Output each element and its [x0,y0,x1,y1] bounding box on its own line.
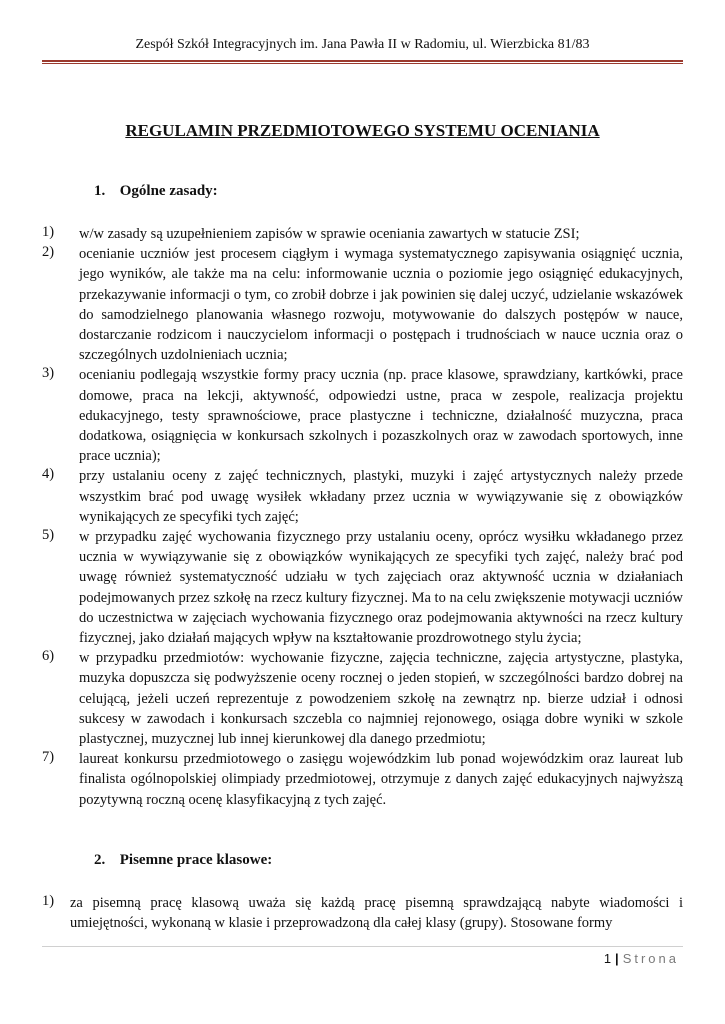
list-item [42,893,683,933]
header-rule-top [42,60,683,62]
list-item-number: 7) [42,749,55,766]
section-1-list [42,224,683,810]
header-rule-bottom [42,63,683,64]
list-item [42,648,683,749]
section-2-list [42,893,683,933]
list-item [42,527,683,648]
list-item [42,466,683,527]
list-item-text: za pisemną pracę klasową uważa się każdą pracę pisemną sprawdzającą nabyte wiadomości i umiejętności, wykonaną w klasie i przeprowadzoną dla całej klasy (grupy). Stosowane formy [70,895,683,932]
list-item-text: w/w zasady są uzupełnieniem zapisów w sprawie oceniania zawartych w statucie ZSI; [79,226,580,242]
page-number: 1 [603,951,612,966]
section-2-number: 2. [94,852,106,868]
footer-separator: | [615,951,619,966]
list-item-text: przy ustalaniu oceny z zajęć technicznych, plastyki, muzyki i zajęć artystycznych należy przede wszystkim brać pod uwagę wysiłek wkładany przez ucznia w wywiązywanie się z obowiązków wynikających ze specyfiki tych zajęć; [79,468,683,525]
section-1-number: 1. [94,183,106,199]
page-footer [604,951,679,966]
list-item [42,365,683,466]
list-item-number: 4) [42,466,55,483]
list-item-number: 6) [42,648,55,665]
document-title: REGULAMIN PRZEDMIOTOWEGO SYSTEMU OCENIANIA [125,121,600,140]
page-header: Zespół Szkół Integracyjnych im. Jana Pawła II w Radomiu, ul. Wierzbicka 81/83 [135,37,590,52]
list-item-number: 2) [42,244,55,261]
list-item [42,224,683,244]
list-item-text: w przypadku przedmiotów: wychowanie fizyczne, zajęcia techniczne, zajęcia artystyczne, plastyka, muzyka dopuszcza się podwyższenie oceny rocznej o jeden stopień, w szczególności bardzo dobrej na celującą, jeżeli uczeń reprezentuje z powodzeniem szkołę na zewnątrz np. bierze udział i odnosi sukcesy w zawodach i konkursach szczebla co najmniej rejonowego, osiąga dobre wyniki w szkole plastycznej, muzycznej lub innej kierunkowej dla danego przedmiotu; [79,650,683,748]
list-item [42,749,683,810]
list-item-number: 1) [42,224,55,240]
section-1-heading [94,183,218,200]
list-item-number: 1) [42,893,55,909]
list-item-number: 3) [42,365,55,382]
section-1-title: Ogólne zasady: [119,183,218,199]
section-2-heading [94,852,272,869]
list-item-number: 5) [42,527,55,544]
list-item-text: w przypadku zajęć wychowania fizycznego przy ustalaniu oceny, oprócz wysiłku wkładanego przez ucznia w wywiązywanie się z obowiązków wynikających ze specyfiki tych zajęć, należy brać pod uwagę również systematyczność udziału w tych zajęciach oraz aktywność ucznia w działaniach podejmowanych przez szkołę na rzecz kultury fizycznej. Ma to na celu zwiększenie motywacji uczniów do uczestnictwa w zajęciach wychowania fizycznego oraz podejmowania aktywności na rzecz kultury fizycznej, jako działań mających wpływ na kształtowanie prozdrowotnego stylu życia; [79,529,683,647]
list-item [42,244,683,365]
list-item-text: ocenianiu podlegają wszystkie formy pracy ucznia (np. prace klasowe, sprawdziany, kartkówki, prace domowe, praca na lekcji, aktywność, odpowiedzi ustne, praca w zespole, realizacja projektu edukacyjnego, testy sprawnościowe, prace plastyczne i techniczne, działalność muzyczna, praca dodatkowa, osiągnięcia w konkursach szkolnych i pozaszkolnych oraz w zawodach sportowych, inne prace ucznia); [79,367,683,465]
list-item-text: ocenianie uczniów jest procesem ciągłym i wymaga systematycznego zapisywania osiągnięć ucznia, jego wyników, ale także ma na celu: informowanie ucznia o poziomie jego osiągnięć edukacyjnych, przekazywanie informacji o tym, co zrobił dobrze i jak powinien się dalej uczyć, udzielanie wskazówek do samodzielnego planowania własnego rozwoju, motywowanie do dalszych postępów w nauce, dostarczanie rodzicom i nauczycielom informacji o postępach i trudnościach w nauce ucznia oraz o szczególnych uzdolnieniach ucznia; [79,246,683,364]
footer-rule [42,946,683,947]
list-item-text: laureat konkursu przedmiotowego o zasięgu wojewódzkim lub ponad wojewódzkim oraz laureat lub finalista ogólnopolskiej olimpiady przedmiotowej, otrzymuje z danych zajęć edukacyjnych najwyższą pozytywną roczną ocenę klasyfikacyjną z tych zajęć. [79,751,683,808]
section-2-title: Pisemne prace klasowe: [119,852,273,868]
footer-label: Strona [622,951,679,966]
